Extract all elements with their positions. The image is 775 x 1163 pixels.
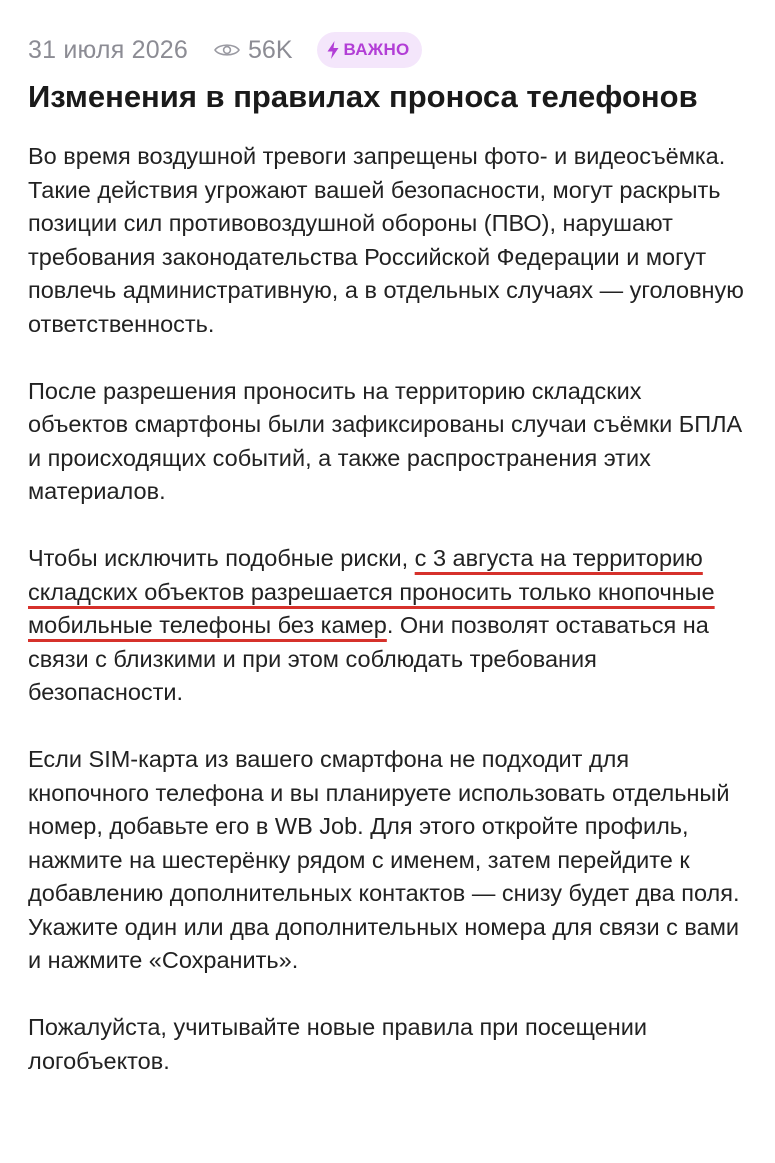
publish-date: 31 июля 2026	[28, 35, 189, 64]
paragraph-5: Пожалуйста, учитывайте новые правила при посещении логобъектов.	[28, 1014, 647, 1074]
paragraph-4: Если SIM-карта из вашего смартфона не подходит для кнопочного телефона и вы планируете использовать отдельный номер, добавьте его в WB Job. Для этого откройте профиль, нажмите на шестерёнку рядом с именем, затем перейдите к добавлению дополнительных контактов — снизу будет два поля. Укажите один или два дополнительных номера для связи с вами и нажмите «Сохранить».	[28, 745, 740, 974]
paragraph-3-outro: . Они позволят оставаться на связи с близкими и при этом соблюдать требования безопасности.	[28, 612, 709, 706]
views-count: 56K	[248, 35, 293, 64]
paragraph-1: Во время воздушной тревоги запрещены фото- и видеосъёмка. Такие действия угрожают вашей безопасности, могут раскрыть позиции сил противовоздушной обороны (ПВО), нарушают требования законодательства Российской Федерации и могут повлечь административную, а в отдельных случаях — уголовную ответственность.	[28, 143, 744, 337]
badge-label: ВАЖНО	[343, 40, 410, 59]
paragraph-3	[28, 542, 747, 710]
eye-icon	[214, 42, 240, 58]
article-meta	[28, 30, 747, 70]
highlighted-rule: с 3 августа на территорию складских объектов разрешается проносить только кнопочные мобильные телефоны без камер	[28, 544, 715, 639]
paragraph-2: После разрешения проносить на территорию складских объектов смартфоны были зафиксированы случаи съёмки БПЛА и происходящих событий, а также распространения этих материалов.	[28, 377, 743, 505]
important-badge	[317, 32, 422, 68]
views-counter	[214, 36, 292, 65]
article-title: Изменения в правилах проноса телефонов	[28, 79, 698, 114]
paragraph-3-intro: Чтобы исключить подобные риски,	[28, 544, 415, 571]
lightning-icon	[327, 41, 339, 59]
